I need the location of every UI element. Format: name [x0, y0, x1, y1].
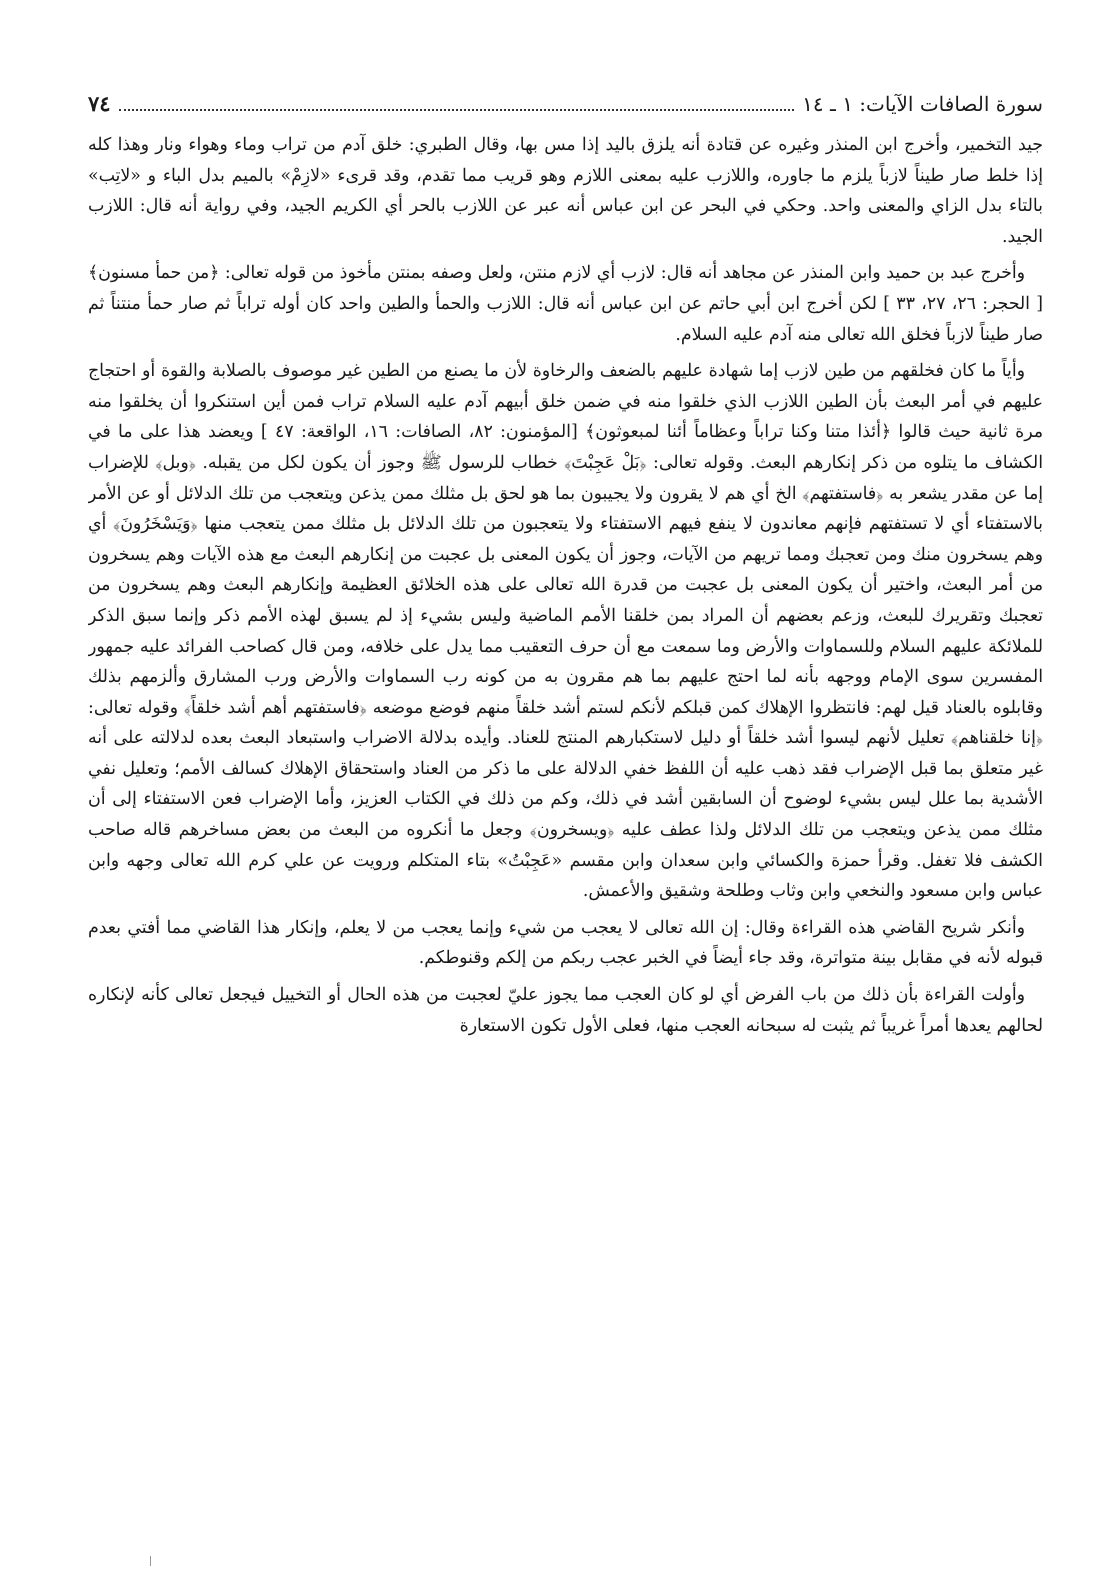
paragraph: وأولت القراءة بأن ذلك من باب الفرض أي لو كان العجب مما يجوز عليّ لعجبت من هذه الحال أو التخييل فيجعل تعالى كأنه لإنكاره لحالهم يعدها أمراً غريباً ثم يثبت له سبحانه العجب منها، فعلى الأول تكون الاستعارة [88, 985, 1043, 1036]
body-text [88, 130, 1043, 1041]
paragraph: وأياً ما كان فخلقهم من طين لازب إما شهادة عليهم بالضعف والرخاوة لأن ما يصنع من الطين غير موصوف بالصلابة والقوة أو احتجاج عليهم في أمر البعث بأن الطين اللازب الذي خلقوا منه في ضمن خلق أبيهم آدم عليه السلام تراب فمن أين استنكروا أن يخلقوا منه مرة ثانية حيث قالوا ﴿أئذا متنا وكنا تراباً وعظاماً أئنا لمبعوثون﴾ [المؤمنون: ٨٢، الصافات: ١٦، الواقعة: ٤٧ ] ويعضد هذا على ما في الكشاف ما يتلوه من ذكر إنكارهم البعث. وقوله تعالى: ﴿بَلْ عَجِبْتَ﴾ خطاب للرسول ﷺ وجوز أن يكون لكل من يقبله. ﴿وبل﴾ للإضراب إما عن مقدر يشعر به ﴿فاستفتهم﴾ الخ أي هم لا يقرون ولا يجيبون بما هو لحق بل مثلك ممن يذعن ويتعجب من تلك الدلائل أو عن الأمر بالاستفتاء أي لا تستفتهم فإنهم معاندون لا ينفع فيهم الاستفتاء ولا يتعجبون من تلك الدلائل بل مثلك ممن يتعجب منها ﴿وَيَسْخَرُونَ﴾ أي وهم يسخرون منك ومن تعجبك ومما تريهم من الآيات، وجوز أن يكون المعنى بل عجبت من إنكارهم البعث مع هذه الآيات وهم يسخرون من أمر البعث، واختير أن يكون المعنى بل عجبت من قدرة الله تعالى على هذه الخلائق العظيمة وإنكارهم البعث وهم يسخرون من تعجبك وتقريرك للبعث، وزعم بعضهم أن المراد بمن خلقنا الأمم الماضية وليس بشيء إذ لم يسبق لهذه الأمم ذكر وإنما سبق الذكر للملائكة عليهم السلام وللسماوات والأرض وما سمعت مع أن حرف التعقيب مما يدل على خلافه، ومن قال كصاحب الفرائد عليه جمهور المفسرين سوى الإمام ووجهه بأنه لما احتج عليهم بما هم مقرون به من كونه رب السماوات والأرض ورب المشارق وألزمهم بذلك وقابلوه بالعناد قيل لهم: فانتظروا الإهلاك كمن قبلكم لأنكم لستم أشد خلقاً منهم فوضع موضعه ﴿فاستفتهم أهم أشد خلقاً﴾ وقوله تعالى: ﴿إنا خلقناهم﴾ تعليل لأنهم ليسوا أشد خلقاً أو دليل لاستكبارهم المنتج للعناد. وأيده بدلالة الاضراب واستبعاد البعث بعده لدلالته على أنه غير متعلق بما قبل الإضراب فقد ذهب عليه أن اللفظ خفي الدلالة على ما ذكر من العناد واستحقاق الإهلاك كسالف الأمم؛ وتعليل نفي الأشدية بما علل ليس بشيء لوضوح أن السابقين أشد في ذلك، وكم من ذلك في الكتاب العزيز، وأما الإضراب فعن الاستفتاء إلى أن مثلك ممن يذعن ويتعجب من تلك الدلائل ولذا عطف عليه ﴿ويسخرون﴾ وجعل ما أنكروه من البعث من بعض مساخرهم قاله صاحب الكشف فلا تغفل. وقرأ حمزة والكسائي وابن سعدان وابن مقسم «عَجِبْتُ» بتاء المتكلم ورويت عن علي كرم الله تعالى وجهه وابن عباس وابن مسعود والنخعي وابن وثاب وطلحة وشقيق والأعمش. [88, 361, 1043, 902]
paragraph: جيد التخمير، وأخرج ابن المنذر وغيره عن قتادة أنه يلزق باليد إذا مس بها، وقال الطبري: خلق آدم من تراب وماء وهواء ونار وهذا كله إذا خلط صار طيناً لازباً يلزم ما جاوره، واللازب عليه بمعنى اللازم وهو قريب مما تقدم، وقد قرىء «لازِمْ» بالميم بدل الباء و «لاتِب» بالتاء بدل الزاي والمعنى واحد. وحكي في البحر عن ابن عباس أنه عبر عن اللازب بالحر أي الكريم الجيد، وفي رواية أنه قال: اللازب الجيد. [88, 135, 1043, 247]
document-page [88, 84, 1043, 1554]
scan-mark [150, 1556, 151, 1566]
running-header [88, 84, 1043, 124]
paragraph: وأخرج عبد بن حميد وابن المنذر عن مجاهد أنه قال: لازب أي لازم منتن، ولعل وصفه بمنتن مأخوذ من قوله تعالى: ﴿من حمأ مسنون﴾ [ الحجر: ٢٦، ٢٧، ٣٣ ] لكن أخرج ابن أبي حاتم عن ابن عباس أنه قال: اللازب والحمأ والطين واحد كان أوله تراباً ثم صار حمأ منتناً ثم صار طيناً لازباً فخلق الله تعالى منه آدم عليه السلام. [88, 263, 1043, 345]
dotted-leader [119, 108, 795, 111]
header-title: سورة الصافات الآيات: ١ ـ ١٤ [802, 92, 1043, 116]
paragraph: وأنكر شريح القاضي هذه القراءة وقال: إن الله تعالى لا يعجب من شيء وإنما يعجب من لا يعلم، وإنكار هذا القاضي مما أفتي بعدم قبوله لأنه في مقابل بينة متواترة، وقد جاء أيضاً في الخبر عجب ربكم من إلكم وقنوطكم. [88, 917, 1043, 969]
page-number: ٧٤ [88, 91, 111, 116]
